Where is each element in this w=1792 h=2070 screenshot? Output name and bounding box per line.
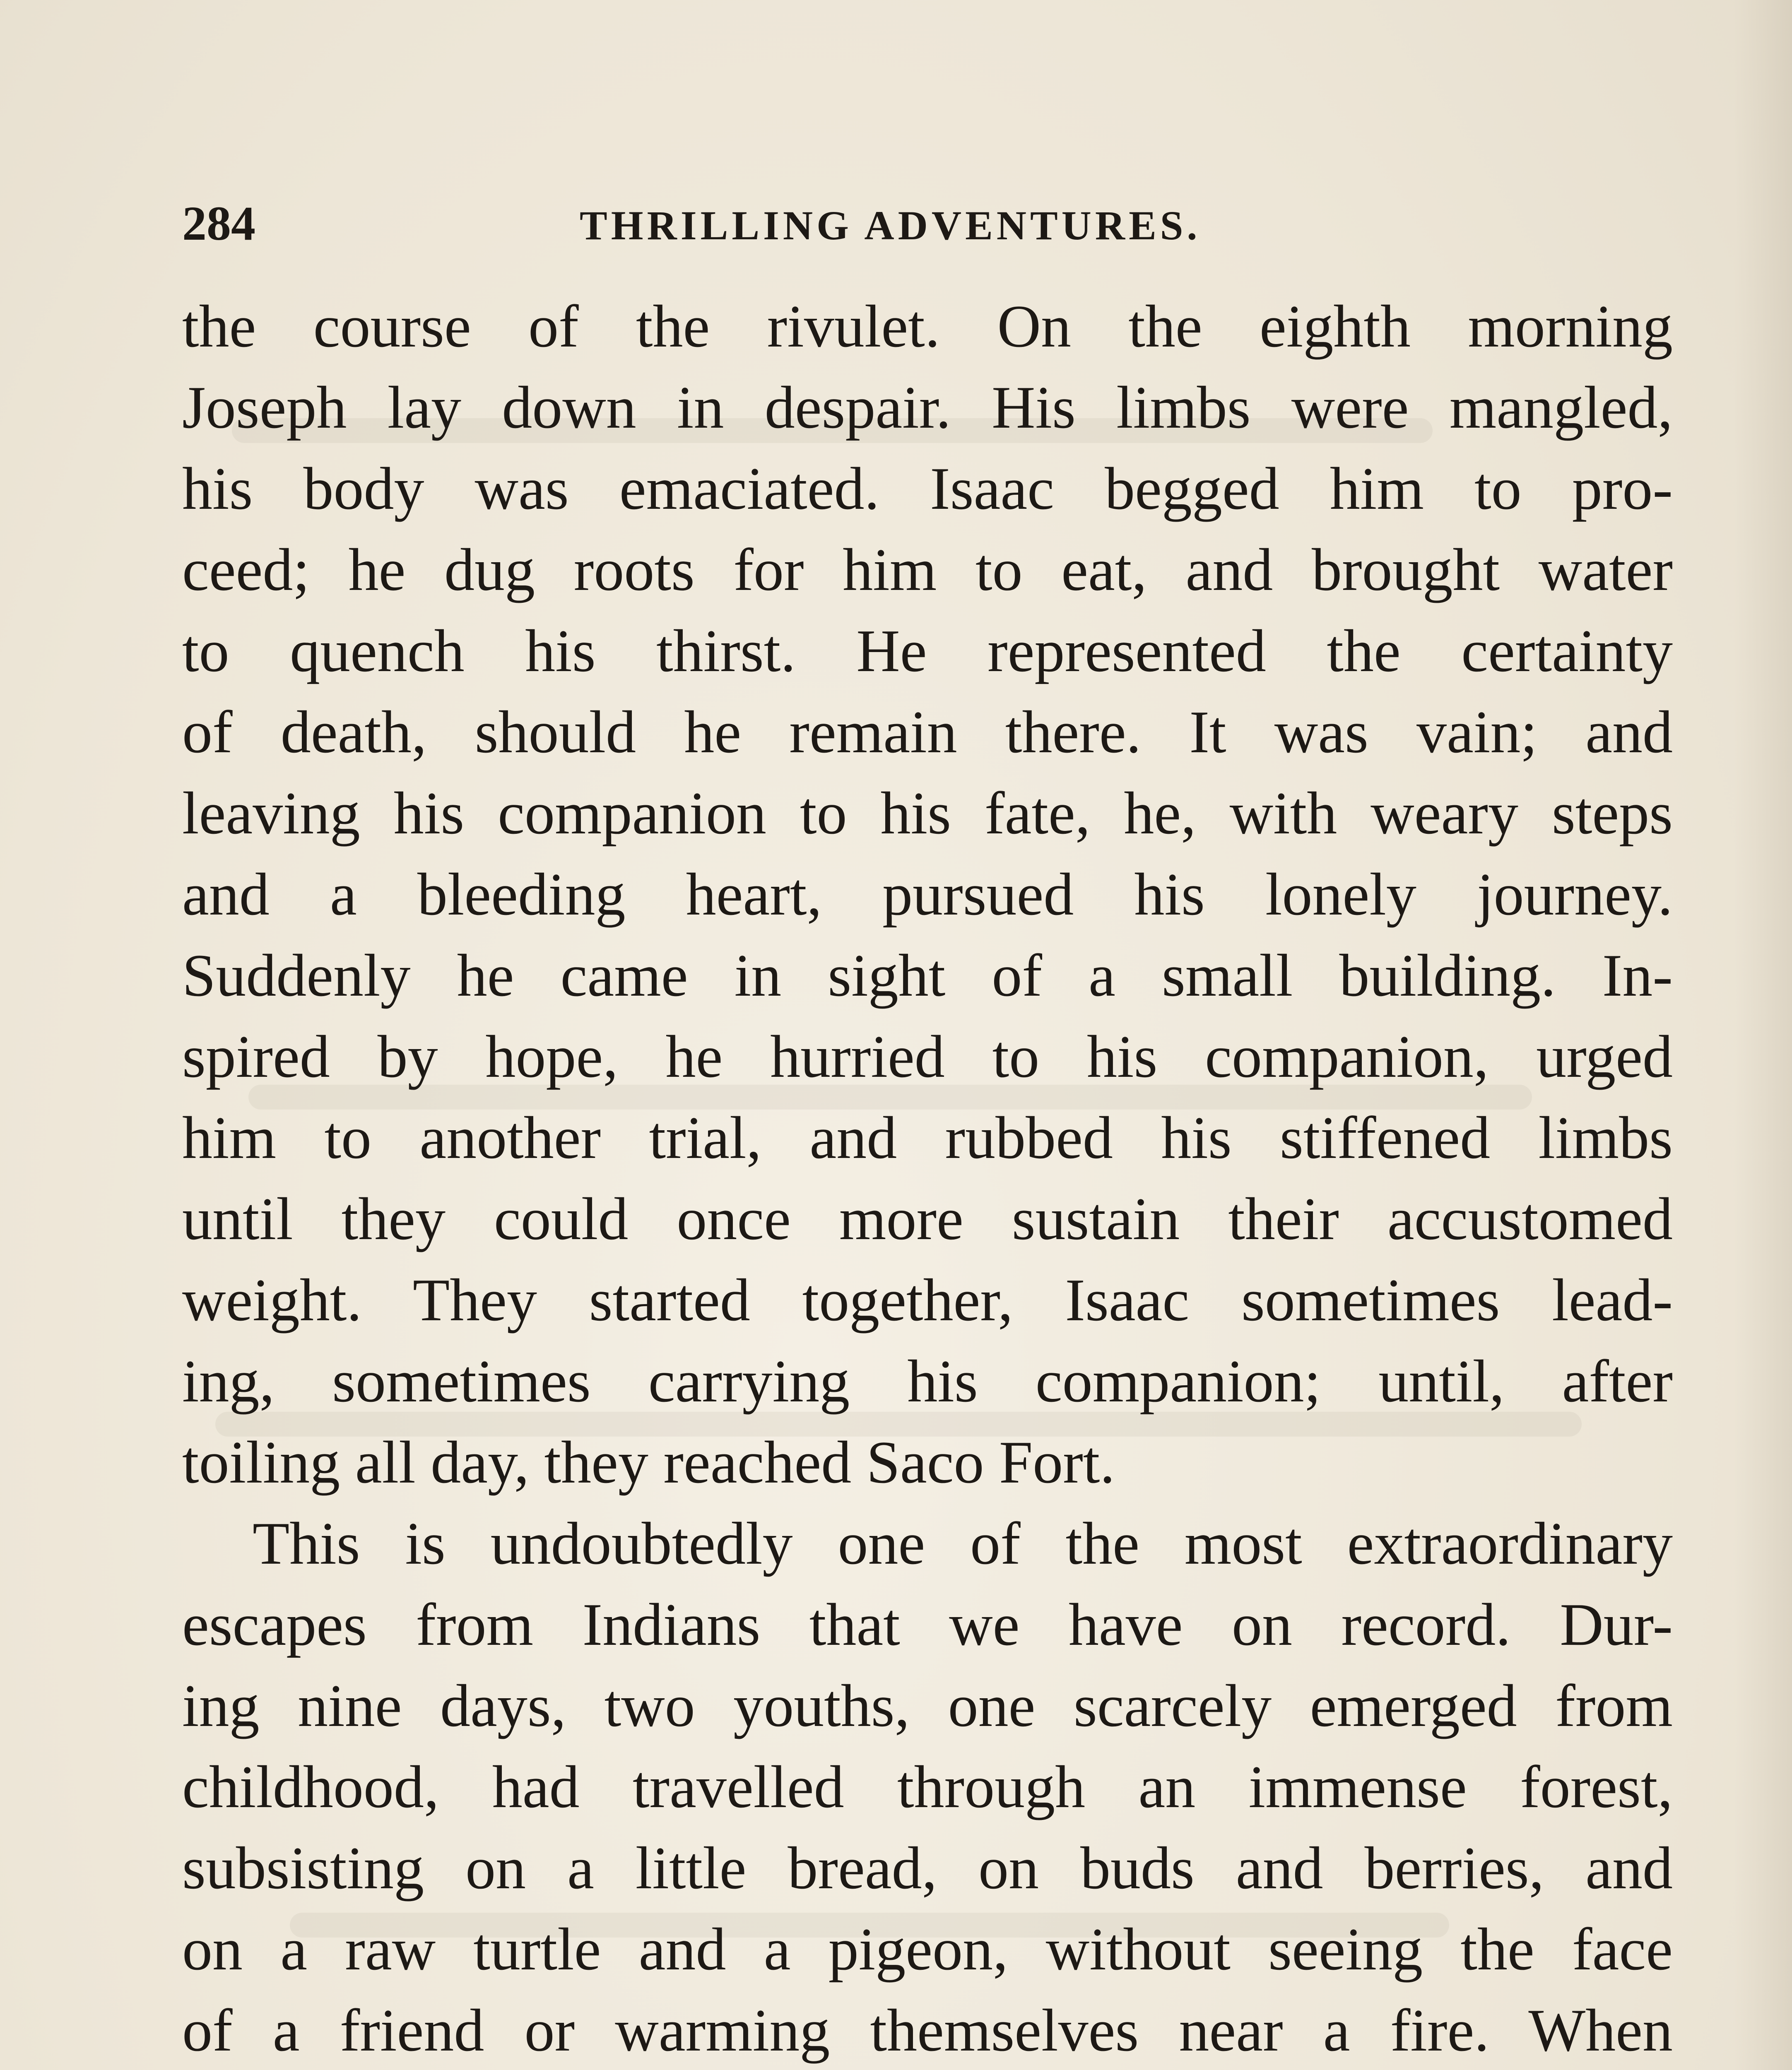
text-line: of a friend or warming themselves near a fire. When	[182, 1997, 1673, 2064]
text-line: ing, sometimes carrying his companion; until, after	[182, 1348, 1673, 1415]
text-line: subsisting on a little bread, on buds and berries, and	[182, 1834, 1673, 1902]
text-line: to quench his thirst. He represented the certainty	[182, 617, 1673, 684]
text-line: until they could once more sustain their accustomed	[182, 1185, 1673, 1252]
text-line: weight. They started together, Isaac sometimes lead-	[182, 1266, 1673, 1333]
text-line: leaving his companion to his fate, he, with weary steps	[182, 780, 1673, 847]
text-line: ing nine days, two youths, one scarcely emerged from	[182, 1672, 1673, 1739]
text-line: of death, should he remain there. It was vain; and	[182, 698, 1673, 765]
text-line: toiling all day, they reached Saco Fort.	[182, 1429, 1115, 1496]
text-line: Suddenly he came in sight of a small building. In-	[182, 942, 1673, 1009]
text-line: childhood, had travelled through an immense forest,	[182, 1753, 1673, 1820]
text-line: on a raw turtle and a pigeon, without seeing the face	[182, 1916, 1673, 1983]
running-head	[182, 195, 1673, 253]
text-line: his body was emaciated. Isaac begged him to pro-	[182, 455, 1673, 522]
text-line: the course of the rivulet. On the eighth morning	[182, 293, 1673, 360]
page-number: 284	[182, 196, 255, 250]
running-title: THRILLING ADVENTURES.	[580, 202, 1201, 248]
text-line: This is undoubtedly one of the most extraordinary	[253, 1510, 1673, 1577]
text-line: escapes from Indians that we have on record. Dur-	[182, 1591, 1673, 1658]
text-line: spired by hope, he hurried to his companion, urged	[182, 1023, 1673, 1090]
text-line: ceed; he dug roots for him to eat, and brought water	[182, 536, 1673, 603]
body-text	[182, 286, 1673, 2070]
page-edge-shadow	[1734, 0, 1792, 2070]
text-line: him to another trial, and rubbed his stiffened limbs	[182, 1104, 1673, 1171]
text-line: and a bleeding heart, pursued his lonely journey.	[182, 861, 1673, 928]
text-line: Joseph lay down in despair. His limbs were mangled,	[182, 374, 1673, 441]
